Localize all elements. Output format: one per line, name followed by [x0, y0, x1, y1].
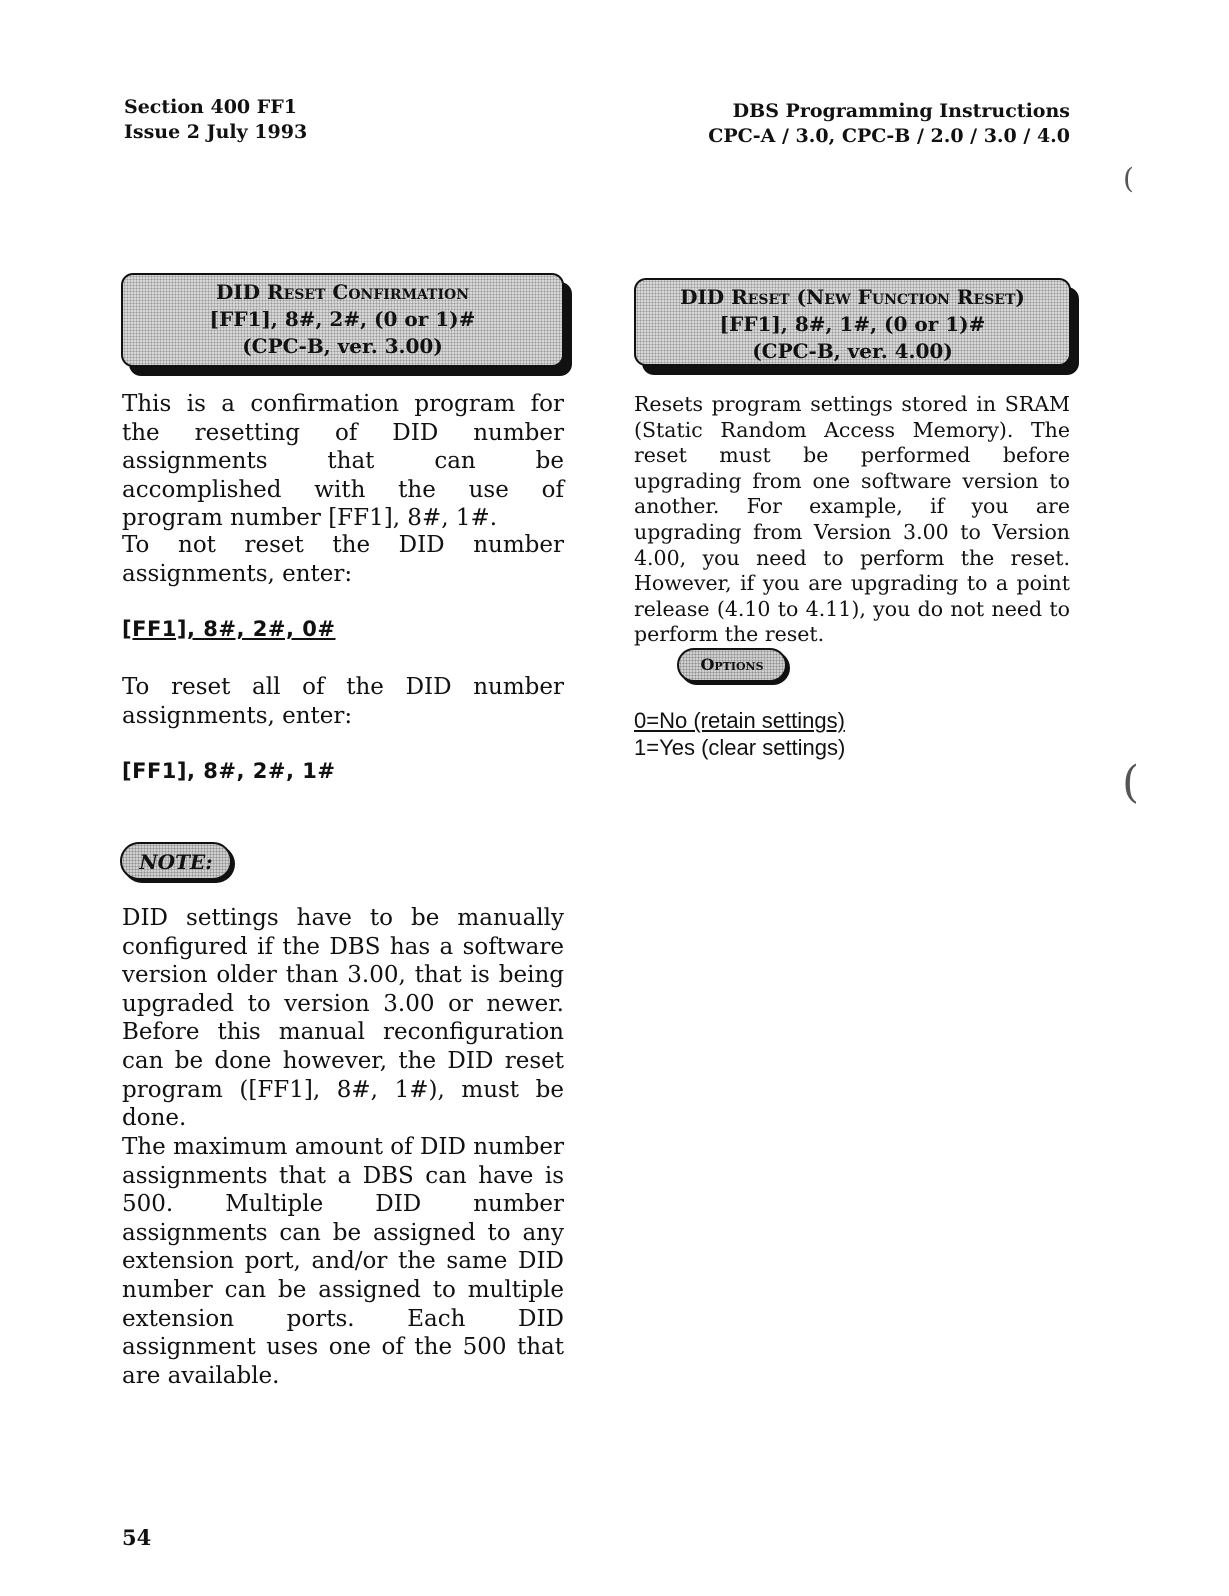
not-reset-text: To not reset the DID number assignments, enter: [122, 532, 564, 587]
not-reset-paragraph [122, 531, 564, 588]
note-text: DID settings have to be manually configured if the DBS has a software version older than 3.00, that is being upgraded to version 3.00 or newer. Before this manual reconfiguration can be done however, the DID reset program ([FF1], 8#, 1#), must be done. [122, 905, 564, 1132]
not-reset-command: [FF1], 8#, 2#, 0# [122, 617, 336, 641]
option-no: 0=No (retain settings) [634, 708, 845, 733]
banner-command: [FF1], 8#, 2#, (0 or 1)# [209, 307, 476, 331]
banner-version: (CPC-B, ver. 4.00) [752, 339, 953, 363]
banner-version: (CPC-B, ver. 3.00) [242, 334, 443, 358]
reset-description-paragraph [634, 392, 1070, 648]
banner-command: [FF1], 8#, 1#, (0 or 1)# [719, 312, 986, 336]
banner-title: DID Reset (New Function Reset) [680, 285, 1025, 309]
reset-description-text: Resets program settings stored in SRAM (Static Random Access Memory). The reset must be performed before upgrading from one software version to another. For example, if you are upgrading from Version 3.00 to Version 4.00, you need to perform the reset. However, if you are upgrading to a point release (4.10 to 4.11), you do not need to perform the reset. [634, 392, 1070, 647]
did-reset-new-function-banner [634, 278, 1071, 366]
margin-bracket-mark: ( [1123, 162, 1134, 195]
did-reset-confirmation-banner [121, 273, 564, 367]
options-badge: Options [677, 648, 787, 682]
note-badge: NOTE: [120, 842, 232, 880]
document-title: DBS Programming Instructions [732, 100, 1070, 122]
banner-title: DID Reset Confirmation [215, 280, 470, 304]
note-paragraph [122, 904, 564, 1133]
reset-paragraph [122, 673, 564, 730]
intro-paragraph [122, 390, 564, 533]
reset-text: To reset all of the DID number assignments, enter: [122, 674, 564, 729]
section-label: Section 400 FF1 [124, 96, 297, 118]
version-list: CPC-A / 3.0, CPC-B / 2.0 / 3.0 / 4.0 [708, 125, 1070, 147]
margin-bracket-mark: ( [1122, 757, 1140, 808]
reset-command: [FF1], 8#, 2#, 1# [122, 759, 336, 783]
page-number: 54 [122, 1525, 152, 1550]
intro-text: This is a confirmation program for the resetting of DID number assignments that can be accomplished with the use of program number [FF1], 8#, 1#. [122, 391, 564, 532]
option-yes: 1=Yes (clear settings) [634, 735, 846, 760]
header-left [124, 95, 307, 145]
max-assignments-paragraph [122, 1133, 564, 1390]
header-right [708, 99, 1070, 149]
issue-date: Issue 2 July 1993 [124, 121, 308, 143]
max-assignments-text: The maximum amount of DID number assignments that a DBS can have is 500. Multiple DID number assignments can be assigned to any extension port, and/or the same DID number can be assigned to multiple extension ports. Each DID assignment uses one of the 500 that are available. [122, 1134, 564, 1389]
